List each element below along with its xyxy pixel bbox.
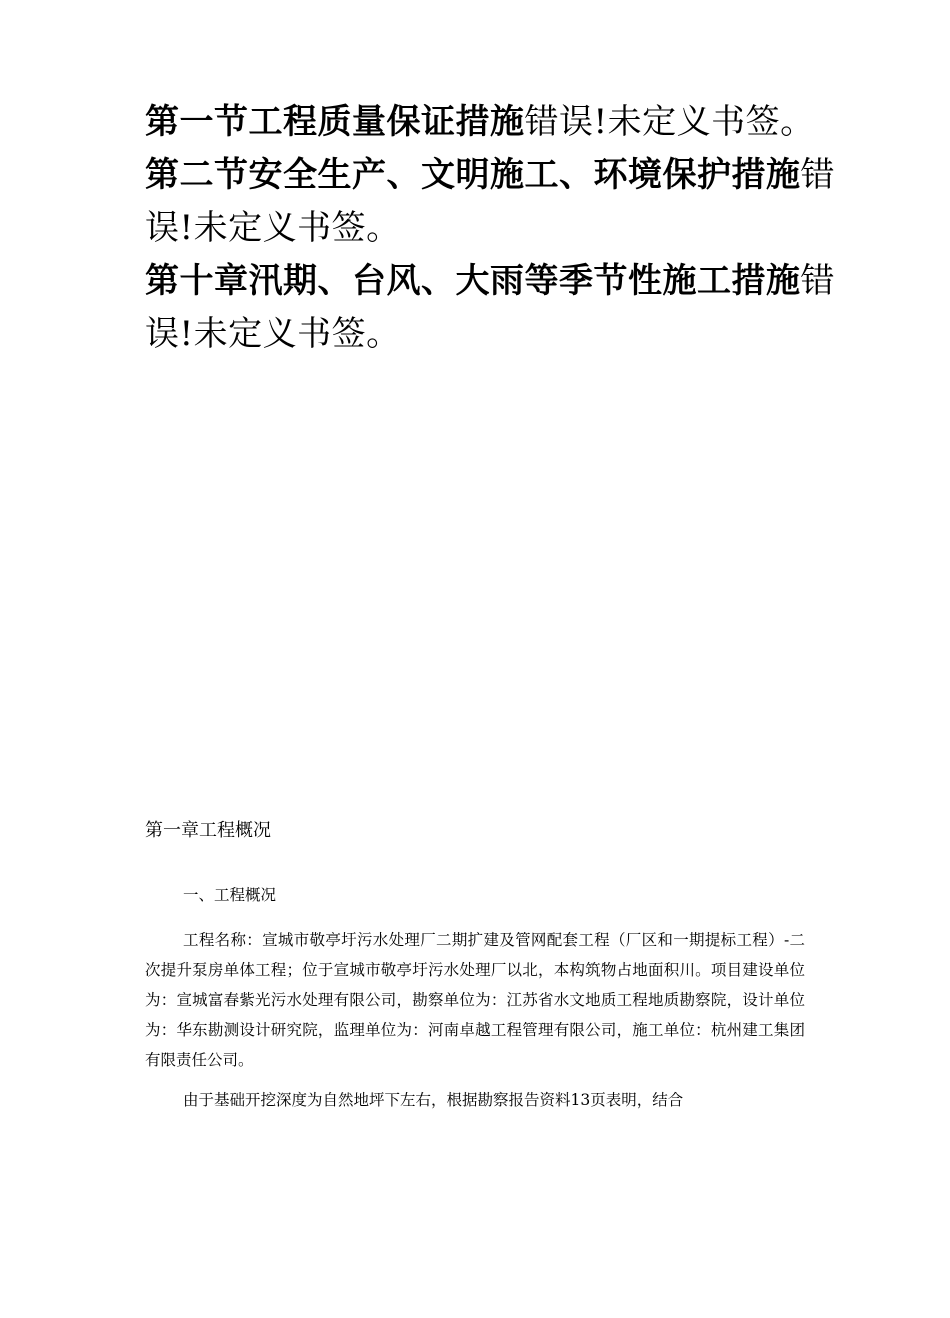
paragraph-project-overview: 工程名称：宣城市敬亭圩污水处理厂二期扩建及管网配套工程（厂区和一期提标工程）-二次提升泵房单体工程；位于宣城市敬亭圩污水处理厂以北，本构筑物占地面积川。项目建设单位为：宣城富春紫光污水处理有限公司，勘察单位为：江苏省水文地质工程地质勘察院，设计单位为：华东勘测设计研究院，监理单位为：河南卓越工程管理有限公司，施工单位：杭州建工集团有限责任公司。 bbox=[145, 931, 805, 1069]
toc-entry-seasonal[interactable] bbox=[145, 255, 845, 361]
table-of-contents bbox=[145, 96, 845, 361]
toc-entry-error: 错误!未定义书签。 bbox=[145, 155, 835, 248]
paragraph-foundation: 由于基础开挖深度为自然地坪下左右，根据勘察报告资料13页表明，结合 bbox=[183, 1091, 684, 1109]
toc-entry-title: 第十章汛期、台风、大雨等季节性施工措施 bbox=[145, 261, 801, 301]
toc-entry-quality[interactable] bbox=[145, 96, 845, 149]
chapter-heading: 第一章工程概况 bbox=[145, 820, 271, 841]
toc-entry-error: 错误!未定义书签。 bbox=[524, 102, 815, 142]
toc-entry-safety[interactable] bbox=[145, 149, 845, 255]
section-heading: 一、工程概况 bbox=[183, 886, 277, 904]
toc-entry-title: 第二节安全生产、文明施工、环境保护措施 bbox=[145, 155, 801, 195]
toc-entry-title: 第一节工程质量保证措施 bbox=[145, 102, 525, 142]
toc-entry-error: 错误!未定义书签。 bbox=[145, 261, 835, 354]
document-body bbox=[145, 880, 805, 1125]
